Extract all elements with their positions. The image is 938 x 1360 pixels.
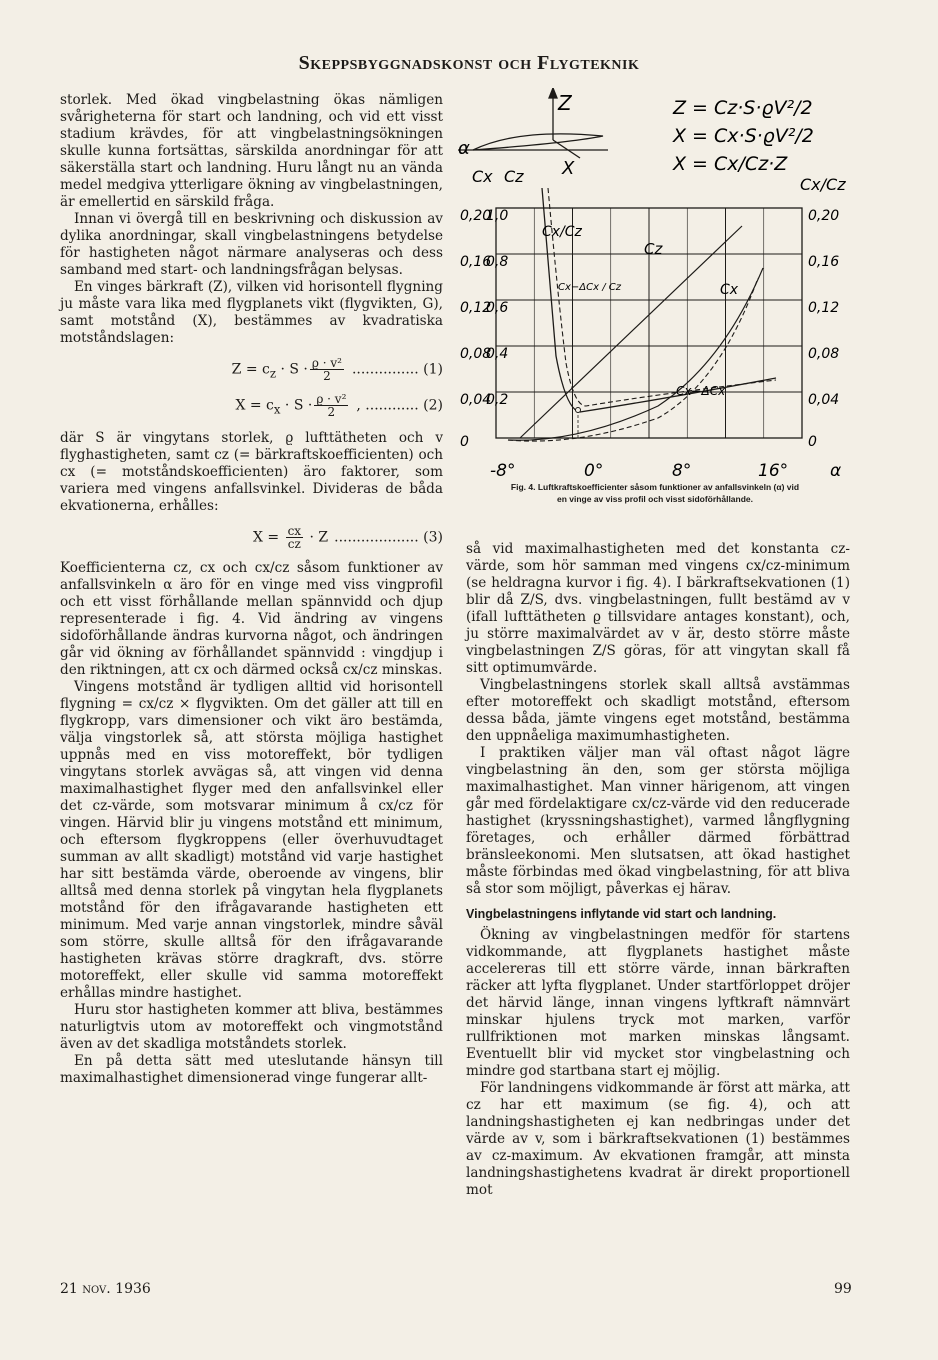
fig-axis-label-cxcz: Cx/Cz (800, 175, 846, 194)
tick-x: -8° (490, 461, 516, 481)
eq3-tag: ................... (3) (334, 529, 443, 546)
eq2-denominator: 2 (327, 405, 336, 420)
equation-2 (60, 393, 443, 419)
issue-date: 21 nov. 1936 (60, 1281, 151, 1297)
fig-label-alpha: α (458, 138, 470, 159)
tick-right: 0,04 (808, 392, 840, 408)
tick-right: 0,16 (808, 254, 840, 270)
fig-curve-label-cx: Cx (720, 282, 739, 298)
equation-1 (60, 357, 443, 383)
eq2-sub: x (273, 402, 281, 417)
tick-left-inner: 0,2 (486, 392, 509, 408)
paragraph: För landningens vidkommande är först att märka, att cz har ett maximum (se fig. 4), och att landningshastigheten ej kan nedbringas under det värde av v, som i bärkraftsekvationen (1) bestämmes av cz-maximum. Av ekvationen framgår, att minsta landningshastighetens kvadrat är direkt proportionell mot (466, 1080, 850, 1198)
eq2-lhs: X = c (235, 397, 274, 414)
eq1-numerator: ϱ · v² (311, 356, 342, 370)
fig-curve-label-cz: Cz (644, 240, 663, 258)
airfoil-sketch (458, 88, 608, 158)
fig-label-z: Z (558, 91, 572, 115)
paragraph: En på detta sätt med uteslutande hänsyn till maximalhastighet dimensionerad vinge fungerar allt- (60, 1052, 443, 1086)
fig-label-x: X (562, 158, 575, 179)
eq2-mid: · S · (280, 397, 313, 414)
paragraph: Innan vi övergå till en beskrivning och diskussion av dylika anordningar, skall vingbelastningens betydelse för hastigheten något närmare analyseras och dess samband med start- och landningsfrågan belysas. (60, 211, 443, 278)
paragraph: Vingbelastningens storlek skall alltså avstämmas efter motoreffekt och skadligt motstånd, eftersom dessa båda, jämte vingens eget motstånd, bestämma den uppnåeliga maximumhastigheten. (466, 677, 850, 744)
figure-4-diagram (458, 88, 858, 528)
curve-cxcz-delta (548, 188, 776, 406)
tick-x: α (830, 461, 842, 481)
tick-left-inner: 0,4 (486, 346, 509, 362)
fig-axis-label-cx: Cx (472, 167, 493, 186)
equation-3 (60, 525, 443, 550)
paragraph: där S är vingytans storlek, ϱ lufttätheten och v flyghastigheten, samt cz (= bärkraftskoefficienten) och cx (= motståndskoefficienten) äro faktorer, som variera med vingens anfallsvinkel. Divideras de båda ekvationerna, erhålles: (60, 429, 443, 514)
paragraph: I praktiken väljer man väl oftast något lägre vingbelastning än den, som ger största möjliga maximalhastighet. Man vinner härigenom, att vingen går med fördelaktigare cx/cz-värde vid den reducerade hastighet (kryssningshastighet), varmed långflygning företages, och erhåller därmed förbättrad bränsleekonomi. Men slutsatsen, att ökad hastighet måste förbindas med ökad vingbelastning, för att bliva så stor som möjligt, påverkas ej härav. (466, 745, 850, 897)
paragraph: så vid maximalhastigheten med det konstanta cz-värde, som hör samman med vingens cx/cz-minimum (se heldragna kurvor i fig. 4). I bärkraftsekvationen (1) blir då Z/S, dvs. vingbelastningen, fullt bestämd av v (ifall lufttätheten ϱ tillsvidare antages konstant), och, ju större maximalvärdet av v är, desto större måste vingbelastningen Z/S göras, för att vingytan skall få sitt optimumvärde. (466, 541, 850, 676)
tick-x: 16° (758, 461, 789, 481)
fig-curve-label-cxdelta: Cx−ΔCx (676, 384, 726, 398)
eq3-numerator: cx (287, 523, 302, 538)
tick-x: 8° (672, 461, 692, 481)
eq3-lhs: X = (252, 529, 280, 546)
paragraph: Ökning av vingbelastningen medför för startens vidkommande, att flygplanets hastighet måste accelereras till ett större värde, innan bärkraften räcker att lyfta flygplanet. Under startförloppet dröjer det härvid länge, innan vingens lyftkraft nämnvärt minskar hjulens tryck mot marken, varför rullfriktionen mot marken minskas långsamt. Eventuellt blir vid mycket stor vingbelastning och mindre god startbana start ej möjlig. (466, 927, 850, 1079)
tick-left-outer: 0,08 (460, 346, 492, 362)
fig-eq-top-2: X = Cx·S·ϱV²/2 (673, 125, 814, 147)
eq2-numerator: ϱ · v² (316, 392, 347, 407)
eq3-denominator: cz (287, 536, 301, 551)
curve-cz (520, 226, 742, 438)
tick-left-outer: 0,16 (460, 254, 492, 270)
eq1-mid: · S · (276, 361, 308, 378)
paragraph: Huru stor hastigheten kommer att bliva, bestämmes naturligtvis utom av motoreffekt och vingmotstånd även av det skadliga motståndets storlek. (60, 1001, 443, 1052)
eq1-sub: z (269, 366, 277, 381)
left-column (60, 92, 443, 1087)
eq2-tag: , ............ (2) (356, 397, 443, 414)
right-column (466, 541, 850, 1199)
tick-left-inner: 1,0 (486, 208, 509, 224)
eq3-rhs: · Z (309, 529, 329, 546)
eq1-lhs: Z = c (231, 361, 270, 378)
section-heading: Vingbelastningens inflytande vid start och landning. (466, 907, 777, 921)
fig-eq-top-1: Z = Cz·S·ϱV²/2 (673, 97, 813, 119)
tick-right: 0 (808, 434, 817, 450)
paragraph: Vingens motstånd är tydligen alltid vid horisontell flygning = cx/cz × flygvikten. Om det gäller att till en flygkropp, vars dimensioner och vikt äro bestämda, välja vingstorlek så, att största möjliga hastighet uppnås med en viss motoreffekt, bör tydligen vingytans storlek avvägas så, att vingen vid denna maximalhastighet flyger med den anfallsvinkel eller det cz-värde, som motsvarar minimum å cx/cz för vingen. Härvid blir ju vingens motstånd ett minimum, och eftersom flygkroppens (eller överhuvudtaget summan av allt skadligt) motstånd vid varje hastighet har sitt bestämda värde, oberoende av vingens, blir alltså med denna storlek på vingytan hela flygplanets motstånd för den ifrågavarande hastigheten ett minimum. Med varje annan vingstorlek, mindre såväl som större, skulle alltså för den ifrågavarande hastigheten krävas större dragkraft, dvs. större motoreffekt, eller skulle vid samma motoreffekt erhållas mindre hastighet. (60, 678, 443, 1001)
paragraph: Koefficienterna cz, cx och cx/cz såsom funktioner av anfallsvinkeln α äro för en vinge med viss vingprofil och ett visst förhållande mellan spännvidd och djup representerade i fig. 4. Vid ändring av vingens sidoförhållande ändras kurvorna något, och ändringen går vid ökning av förhållandet spännvidd : vingdjup i den riktningen, att cx och därmed också cx/cz minskas. (60, 559, 443, 678)
paragraph: En vinges bärkraft (Z), vilken vid horisontell flygning ju måste vara lika med flygplanets vikt (flygvikten, G), samt motstånd (X), bestämmes av kvadratiska motståndslagen: (60, 279, 443, 346)
figure-caption: Fig. 4. Luftkraftskoefficienter såsom funktioner av anfallsvinkeln (α) vid en vinge av viss profil och visst sidoförhållande. (510, 482, 800, 504)
fig-eq-top-3: X = Cx/Cz·Z (673, 153, 788, 175)
fig-curve-label-diff: Cx−ΔCx / Cz (558, 282, 621, 293)
tick-right: 0,12 (808, 300, 840, 316)
fig-curve-label-cxcz: Cx/Cz (542, 224, 582, 240)
tick-right: 0,08 (808, 346, 840, 362)
tick-left-inner: 0,6 (486, 300, 509, 316)
tick-x: 0° (584, 461, 604, 481)
tick-left-inner: 0,8 (486, 254, 509, 270)
tick-left-outer: 0 (460, 434, 469, 450)
tick-left-outer: 0,04 (460, 392, 492, 408)
tick-right: 0,20 (808, 208, 840, 224)
fig-axis-label-cz: Cz (504, 167, 524, 186)
tick-left-outer: 0,12 (460, 300, 492, 316)
paragraph: storlek. Med ökad vingbelastning ökas nämligen svårigheterna för start och landning, och vid ett visst stadium krävdes, för att vingbelastningsökningen skulle kunna fortsättas, särskilda anordningar för att säkerställa start och landning. Huru långt nu an vända medel medgiva ytterligare ökning av vingbelastningen, är emellertid en särskild fråga. (60, 92, 443, 210)
eq1-tag: ............... (1) (351, 361, 443, 378)
tick-left-outer: 0,20 (460, 208, 492, 224)
eq1-denominator: 2 (323, 369, 331, 383)
page-number: 99 (834, 1281, 852, 1297)
running-header: Skeppsbyggnadskonst och Flygteknik (298, 52, 640, 74)
